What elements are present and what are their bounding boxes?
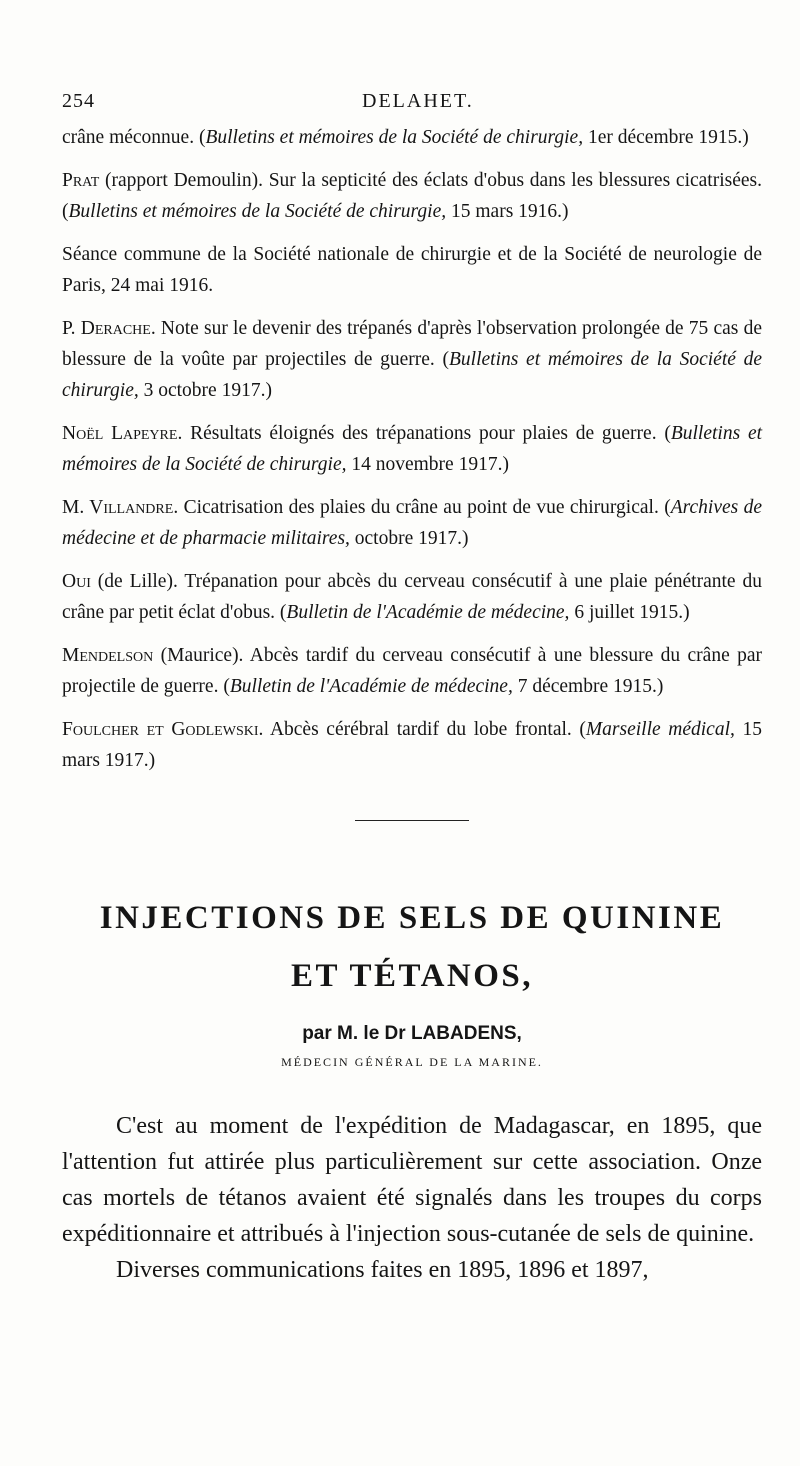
bib-entry: Noël Lapeyre. Résultats éloignés des trépanations pour plaies de guerre. (Bulletins et mémoires de la Société de chirurgie, 14 novembre 1917.) — [62, 423, 763, 475]
article-byline: par M. le Dr LABADENS, — [302, 1023, 522, 1044]
bib-entry: crâne méconnue. (Bulletins et mémoires de la Société de chirurgie, 1er décembre 1915.) — [62, 127, 749, 148]
bib-entry: Foulcher et Godlewski. Abcès cérébral tardif du lobe frontal. (Marseille médical, 15 mars 1917.) — [62, 719, 763, 771]
bib-entry: Prat (rapport Demoulin). Sur la septicité des éclats d'obus dans les blessures cicatrisées. (Bulletins et mémoires de la Société de chirurgie, 15 mars 1916.) — [62, 170, 762, 222]
bib-entry: M. Villandre. Cicatrisation des plaies du crâne au point de vue chirurgical. (Archives de médecine et de pharmacie militaires, octobre 1917.) — [62, 497, 763, 549]
section-divider — [355, 820, 469, 821]
page-number: 254 — [62, 90, 95, 112]
bib-entry: P. Derache. Note sur le devenir des trépanés d'après l'observation prolongée de 75 cas de blessure de la voûte par projectiles de guerre. (Bulletins et mémoires de la Société de chirurgie, 3 octobre 1917.) — [62, 318, 763, 401]
bib-entry: Séance commune de la Société nationale de chirurgie et de la Société de neurologie de Paris, 24 mai 1916. — [62, 244, 762, 296]
article-title-line-1: INJECTIONS DE SELS DE QUININE — [99, 900, 725, 936]
article-title-line-2: ET TÉTANOS, — [290, 958, 534, 994]
running-title: DELAHET. — [362, 90, 474, 112]
body-paragraph: Diverses communications faites en 1895, 1896 et 1897, — [116, 1257, 649, 1283]
bib-entry: Oui (de Lille). Trépanation pour abcès du cerveau consécutif à une plaie pénétrante du crâne par petit éclat d'obus. (Bulletin de l'Académie de médecine, 6 juillet 1915.) — [62, 571, 762, 623]
page — [62, 90, 762, 1288]
article-title — [62, 889, 762, 1005]
bibliography — [62, 122, 762, 776]
running-head — [62, 90, 762, 122]
body-paragraph: C'est au moment de l'expédition de Madagascar, en 1895, que l'attention fut attirée plus particulièrement sur cette association. Onze cas mortels de tétanos avaient été signalés dans les troupes du corps expéditionnaire et attribués à l'injection sous-cutanée de sels de quinine. — [62, 1113, 762, 1247]
author-affiliation: MÉDECIN GÉNÉRAL DE LA MARINE. — [281, 1055, 543, 1069]
article-body — [62, 1108, 762, 1288]
bib-entry: Mendelson (Maurice). Abcès tardif du cerveau consécutif à une blessure du crâne par projectile de guerre. (Bulletin de l'Académie de médecine, 7 décembre 1915.) — [62, 645, 762, 697]
